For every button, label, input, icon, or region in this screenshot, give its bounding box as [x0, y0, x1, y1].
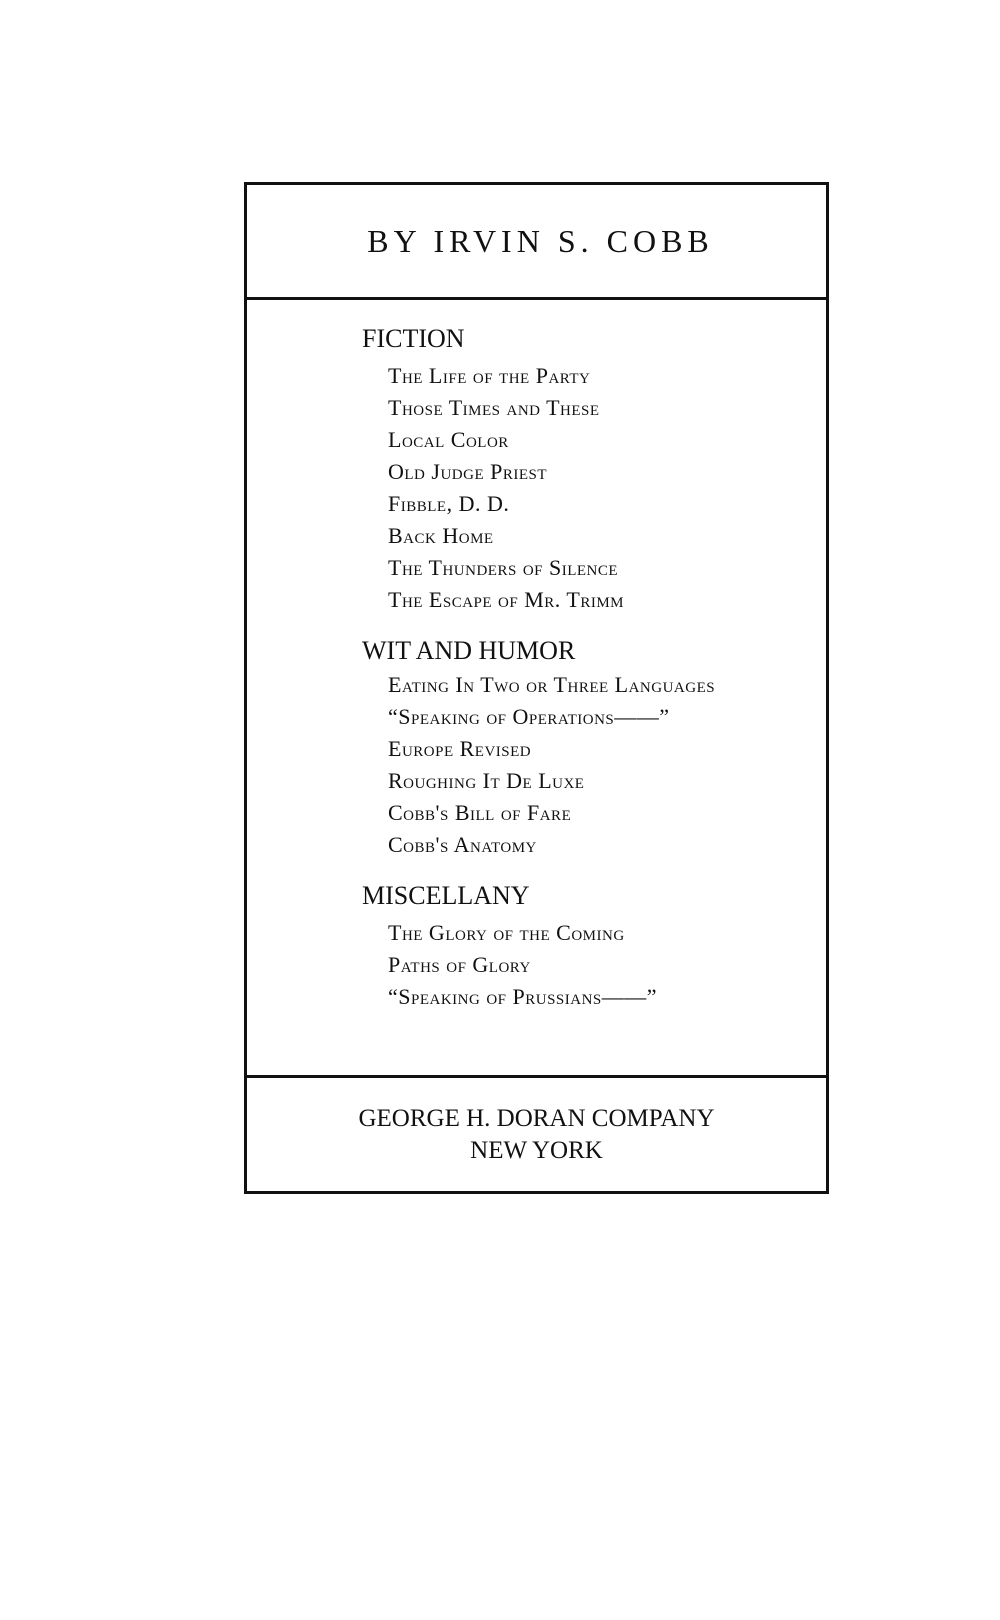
book-title: Paths of Glory [388, 952, 531, 977]
book-title: Local Color [388, 427, 509, 452]
section-heading: FICTION [362, 324, 465, 353]
book-list [362, 360, 826, 616]
section-fiction [362, 322, 826, 616]
book-list [362, 672, 826, 861]
book-title: Old Judge Priest [388, 459, 548, 484]
section-wit-and-humor [362, 634, 826, 861]
section-miscellany [362, 879, 826, 1013]
book-title: The Glory of the Coming [388, 920, 625, 945]
book-title: Fibble, D. D. [388, 491, 510, 516]
book-title: Those Times and These [388, 395, 600, 420]
publisher-name: GEORGE H. DORAN COMPANY [358, 1104, 715, 1132]
section-heading: MISCELLANY [362, 881, 530, 910]
book-title: Europe Revised [388, 736, 532, 761]
book-title: The Escape of Mr. Trimm [388, 587, 625, 612]
book-title: Cobb's Anatomy [388, 832, 537, 857]
section-heading: WIT AND HUMOR [362, 636, 576, 665]
publisher-box [247, 1078, 826, 1191]
title-frame [244, 182, 829, 1194]
book-title: “Speaking of Prussians——” [388, 984, 658, 1009]
book-title: Back Home [388, 523, 494, 548]
book-title: The Thunders of Silence [388, 555, 619, 580]
book-title: Eating In Two or Three Languages [388, 672, 716, 697]
book-list-box [247, 300, 826, 1078]
author-heading: BY IRVIN S. COBB [367, 222, 714, 259]
book-list [362, 917, 826, 1013]
book-title: Cobb's Bill of Fare [388, 800, 572, 825]
book-title: The Life of the Party [388, 363, 591, 388]
book-title: Roughing It De Luxe [388, 768, 585, 793]
book-title: “Speaking of Operations——” [388, 704, 670, 729]
publisher-city: NEW YORK [470, 1136, 603, 1164]
header-box [247, 185, 826, 300]
